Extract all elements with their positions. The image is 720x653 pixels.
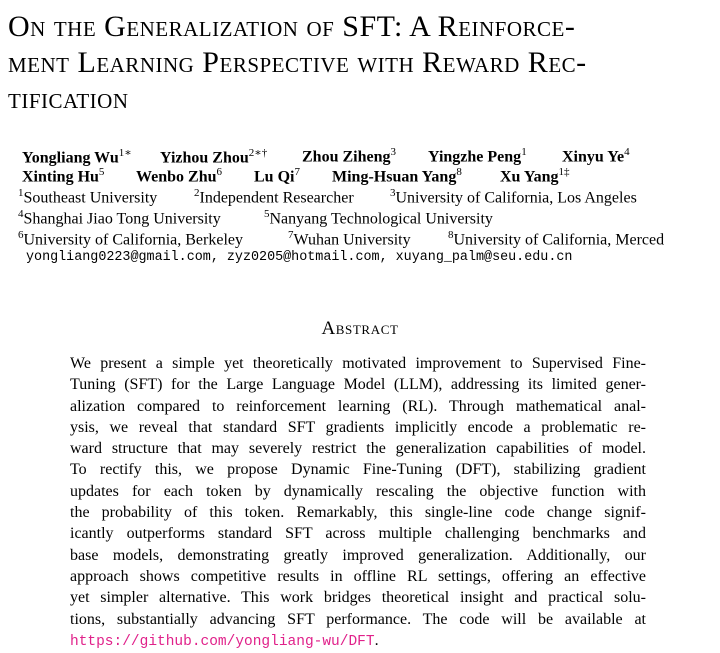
author: Wenbo Zhu$^6$: [136, 166, 222, 186]
author: Xinting Hu$^5$: [22, 166, 105, 186]
affiliation: $^4$Shanghai Jiao Tong University: [18, 208, 221, 228]
author: Lu Qi$^7$: [254, 166, 300, 186]
author: Yizhou Zhou$^{2∗\dagger}$: [160, 147, 268, 167]
affiliation: $^5$Nanyang Technological University: [264, 208, 493, 228]
author: Ming-Hsuan Yang$^8$: [332, 166, 462, 186]
affiliation: $^2$Independent Researcher: [194, 187, 354, 207]
affiliation: $^1$Southeast University: [18, 187, 158, 207]
abstract-last-line: [70, 630, 646, 651]
author: Yongliang $Wu^{1∗}$: [22, 147, 132, 167]
paper-title-line-2: ment Learning Perspective with Reward Rec-: [8, 46, 587, 79]
abstract-line: tions, substantially advancing SFT performance. The code will be available at: [70, 610, 646, 628]
author: Yingzhe Peng$^1$: [428, 146, 527, 166]
author-emails: yongliang0223@gmail.com, zyz0205@hotmail.com, xuyang_palm@seu.edu.cn: [26, 250, 573, 265]
author: Zhou Ziheng$^3$: [302, 146, 396, 166]
code-url-link[interactable]: https://github.com/yongliang-wu/DFT: [70, 633, 375, 650]
abstract-heading: Abstract: [321, 318, 399, 339]
abstract-line: the probability of this token. Remarkably, this single-line code change signif-: [70, 504, 646, 522]
abstract-line: base models, demonstrating greatly improved generalization. Additionally, our: [70, 546, 646, 564]
affiliation: $^7$Wuhan University: [288, 229, 411, 249]
affiliation: $^6$University of California, Berkeley: [18, 229, 243, 249]
abstract-line: To rectify this, we propose Dynamic Fine-Tuning (DFT), stabilizing gradient: [70, 461, 646, 479]
paper-title-line-3: tification: [8, 82, 129, 115]
abstract-line: alization compared to reinforcement learning (RL). Through mathematical anal-: [70, 397, 646, 415]
author: Xinyu Ye$^4$: [562, 146, 630, 166]
abstract-line: ysis, we reveal that standard SFT gradients implicitly encode a problematic re-: [70, 418, 646, 436]
affiliation: $^8$University of California, Merced: [448, 229, 665, 249]
abstract-line: icantly outperforms standard SFT across multiple challenging benchmarks and: [70, 525, 646, 543]
abstract-body: [70, 353, 646, 651]
abstract-line: We present a simple yet theoretically motivated improvement to Supervised Fine-: [70, 355, 646, 372]
abstract-line: updates for each token by dynamically rescaling the objective function with: [70, 482, 646, 500]
abstract-line: approach shows competitive results in offline RL settings, offering an effective: [70, 567, 646, 585]
abstract-line: yet simpler alternative. This work bridges theoretical insight and practical solu-: [70, 589, 646, 607]
paper-title-line-1: On the Generalization of SFT: A Reinforce-: [8, 10, 576, 43]
abstract-line: ward structure that may severely restrict the generalization capabilities of model.: [70, 440, 646, 458]
abstract-line: Tuning (SFT) for the Large Language Model (LLM), addressing its limited gener-: [70, 376, 646, 394]
author: Xu Yang$^{1\ddagger}$: [500, 166, 570, 186]
url-suffix: .: [374, 631, 379, 649]
affiliation: $^3$University of California, Los Angeles: [390, 187, 637, 207]
